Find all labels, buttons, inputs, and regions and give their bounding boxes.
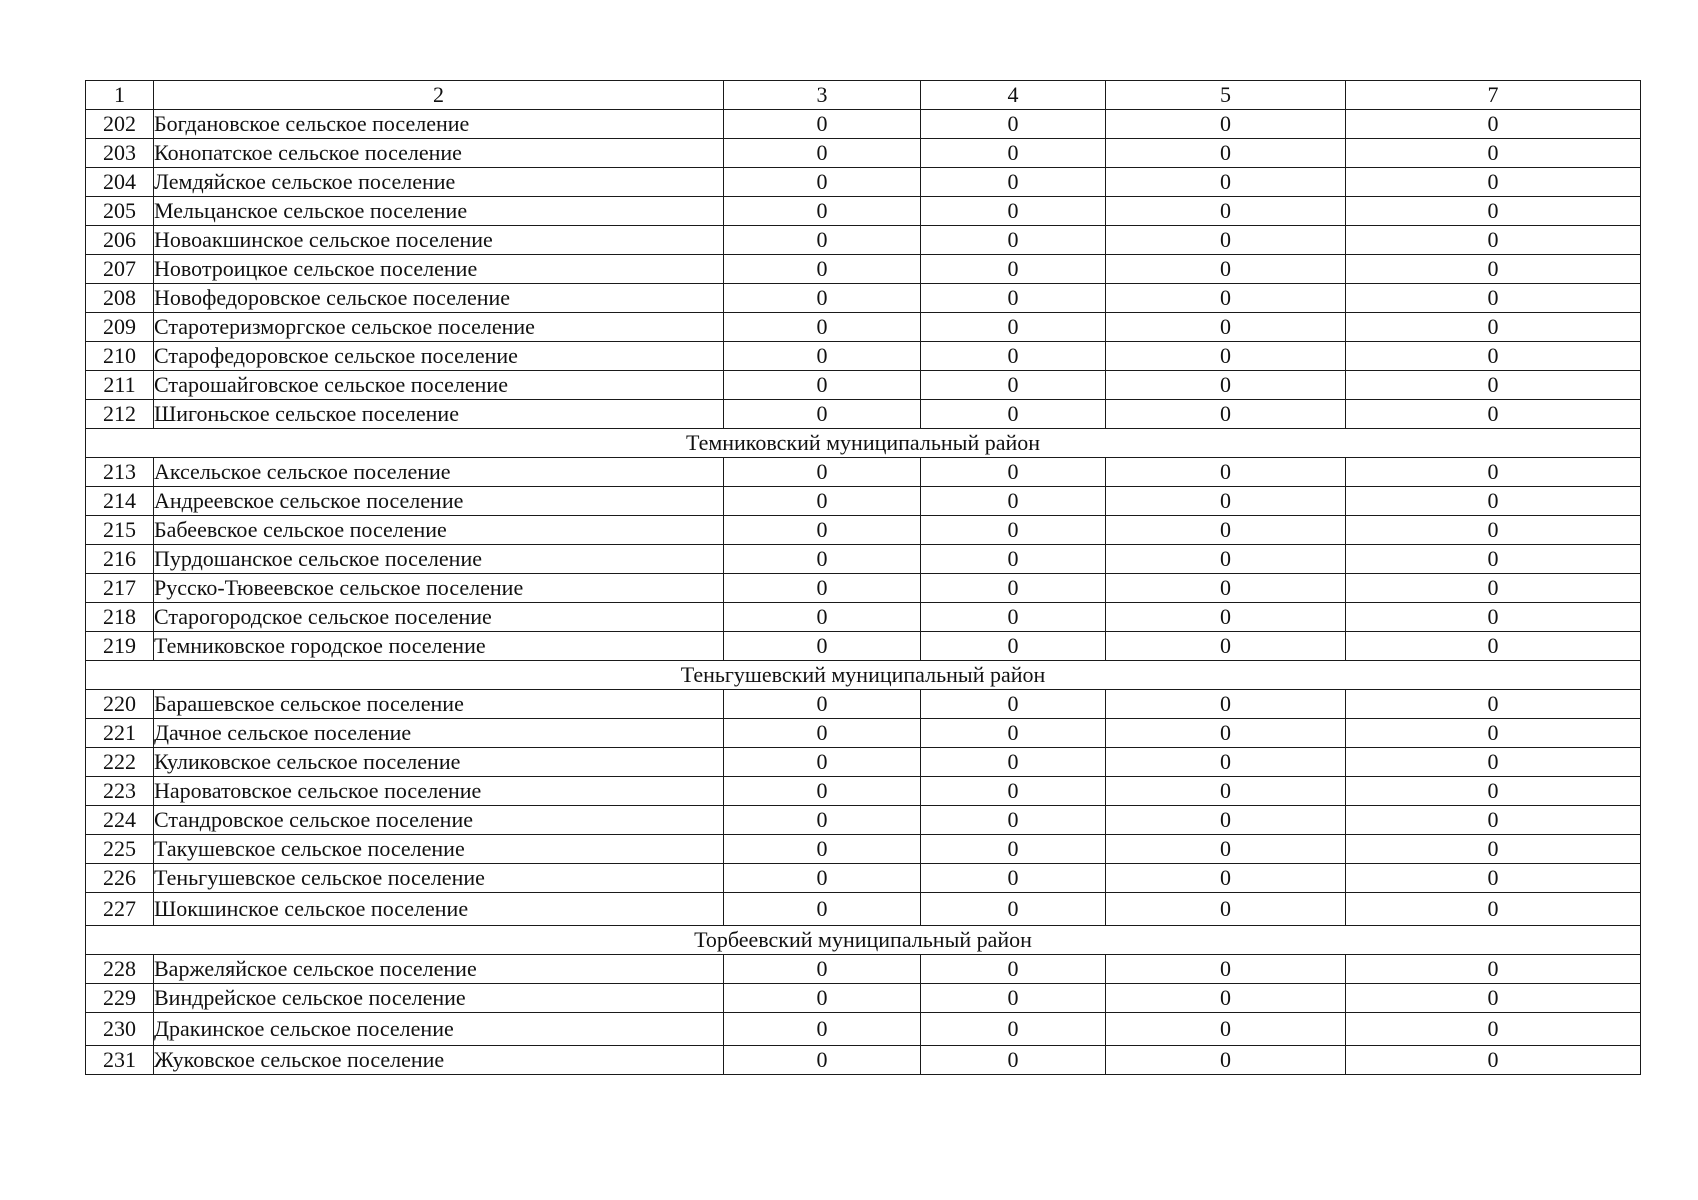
row-number: 205 — [86, 197, 154, 226]
table-row — [86, 371, 1641, 400]
value-cell: 0 — [921, 574, 1106, 603]
table-row — [86, 574, 1641, 603]
value-cell: 0 — [1106, 545, 1346, 574]
value-cell: 0 — [1106, 516, 1346, 545]
row-number: 222 — [86, 748, 154, 777]
value-cell: 0 — [1346, 168, 1641, 197]
value-cell: 0 — [1346, 984, 1641, 1013]
table-row — [86, 690, 1641, 719]
value-cell: 0 — [921, 1046, 1106, 1075]
row-number: 227 — [86, 893, 154, 926]
value-cell: 0 — [724, 313, 921, 342]
row-number: 223 — [86, 777, 154, 806]
value-cell: 0 — [1106, 110, 1346, 139]
value-cell: 0 — [724, 690, 921, 719]
value-cell: 0 — [1346, 806, 1641, 835]
table-row — [86, 806, 1641, 835]
value-cell: 0 — [1106, 603, 1346, 632]
value-cell: 0 — [1346, 632, 1641, 661]
table-row — [86, 168, 1641, 197]
value-cell: 0 — [1346, 284, 1641, 313]
column-header: 4 — [921, 81, 1106, 110]
value-cell: 0 — [921, 864, 1106, 893]
settlement-name: Жуковское сельское поселение — [154, 1046, 724, 1075]
value-cell: 0 — [1346, 864, 1641, 893]
value-cell: 0 — [921, 139, 1106, 168]
value-cell: 0 — [724, 574, 921, 603]
value-cell: 0 — [921, 748, 1106, 777]
value-cell: 0 — [1106, 955, 1346, 984]
table-row — [86, 955, 1641, 984]
district-title: Темниковский муниципальный район — [86, 429, 1641, 458]
table-row — [86, 984, 1641, 1013]
value-cell: 0 — [1106, 226, 1346, 255]
row-number: 214 — [86, 487, 154, 516]
value-cell: 0 — [921, 955, 1106, 984]
table-row — [86, 400, 1641, 429]
value-cell: 0 — [724, 400, 921, 429]
value-cell: 0 — [1106, 574, 1346, 603]
settlement-name: Бабеевское сельское поселение — [154, 516, 724, 545]
value-cell: 0 — [1106, 690, 1346, 719]
row-number: 203 — [86, 139, 154, 168]
row-number: 231 — [86, 1046, 154, 1075]
value-cell: 0 — [1106, 371, 1346, 400]
value-cell: 0 — [921, 197, 1106, 226]
table-row — [86, 284, 1641, 313]
settlement-name: Стандровское сельское поселение — [154, 806, 724, 835]
value-cell: 0 — [1106, 313, 1346, 342]
value-cell: 0 — [1106, 984, 1346, 1013]
value-cell: 0 — [921, 835, 1106, 864]
district-group-row — [86, 429, 1641, 458]
value-cell: 0 — [724, 139, 921, 168]
settlement-name: Нароватовское сельское поселение — [154, 777, 724, 806]
value-cell: 0 — [1346, 690, 1641, 719]
settlement-name: Старофедоровское сельское поселение — [154, 342, 724, 371]
row-number: 208 — [86, 284, 154, 313]
value-cell: 0 — [1346, 835, 1641, 864]
value-cell: 0 — [1106, 197, 1346, 226]
value-cell: 0 — [724, 777, 921, 806]
column-header: 7 — [1346, 81, 1641, 110]
value-cell: 0 — [1106, 400, 1346, 429]
value-cell: 0 — [921, 400, 1106, 429]
value-cell: 0 — [1106, 777, 1346, 806]
value-cell: 0 — [724, 632, 921, 661]
value-cell: 0 — [1346, 197, 1641, 226]
value-cell: 0 — [1346, 893, 1641, 926]
table-row — [86, 1046, 1641, 1075]
value-cell: 0 — [921, 168, 1106, 197]
table-row — [86, 197, 1641, 226]
settlement-name: Барашевское сельское поселение — [154, 690, 724, 719]
value-cell: 0 — [1346, 226, 1641, 255]
value-cell: 0 — [921, 632, 1106, 661]
row-number: 226 — [86, 864, 154, 893]
table-row — [86, 313, 1641, 342]
value-cell: 0 — [1346, 777, 1641, 806]
settlement-name: Русско-Тювеевское сельское поселение — [154, 574, 724, 603]
value-cell: 0 — [921, 284, 1106, 313]
table-row — [86, 748, 1641, 777]
value-cell: 0 — [1346, 955, 1641, 984]
value-cell: 0 — [1106, 487, 1346, 516]
settlement-name: Шигоньское сельское поселение — [154, 400, 724, 429]
row-number: 230 — [86, 1013, 154, 1046]
value-cell: 0 — [1106, 284, 1346, 313]
value-cell: 0 — [1346, 487, 1641, 516]
table-row — [86, 342, 1641, 371]
value-cell: 0 — [921, 458, 1106, 487]
value-cell: 0 — [1346, 110, 1641, 139]
row-number: 212 — [86, 400, 154, 429]
row-number: 228 — [86, 955, 154, 984]
value-cell: 0 — [724, 748, 921, 777]
value-cell: 0 — [724, 1013, 921, 1046]
settlement-name: Темниковское городское поселение — [154, 632, 724, 661]
value-cell: 0 — [724, 603, 921, 632]
value-cell: 0 — [921, 603, 1106, 632]
value-cell: 0 — [921, 984, 1106, 1013]
district-title: Теньгушевский муниципальный район — [86, 661, 1641, 690]
value-cell: 0 — [921, 690, 1106, 719]
settlement-name: Виндрейское сельское поселение — [154, 984, 724, 1013]
value-cell: 0 — [921, 1013, 1106, 1046]
row-number: 206 — [86, 226, 154, 255]
column-header: 1 — [86, 81, 154, 110]
table-row — [86, 893, 1641, 926]
value-cell: 0 — [724, 864, 921, 893]
district-group-row — [86, 926, 1641, 955]
row-number: 213 — [86, 458, 154, 487]
value-cell: 0 — [724, 719, 921, 748]
value-cell: 0 — [1346, 545, 1641, 574]
value-cell: 0 — [724, 371, 921, 400]
value-cell: 0 — [1346, 516, 1641, 545]
settlement-name: Мельцанское сельское поселение — [154, 197, 724, 226]
row-number: 216 — [86, 545, 154, 574]
value-cell: 0 — [1106, 835, 1346, 864]
value-cell: 0 — [921, 342, 1106, 371]
settlement-name: Варжеляйское сельское поселение — [154, 955, 724, 984]
value-cell: 0 — [724, 284, 921, 313]
value-cell: 0 — [921, 313, 1106, 342]
value-cell: 0 — [1346, 719, 1641, 748]
table-row — [86, 835, 1641, 864]
table-row — [86, 226, 1641, 255]
value-cell: 0 — [921, 719, 1106, 748]
value-cell: 0 — [921, 545, 1106, 574]
value-cell: 0 — [921, 487, 1106, 516]
settlement-name: Куликовское сельское поселение — [154, 748, 724, 777]
value-cell: 0 — [921, 806, 1106, 835]
settlements-table — [85, 80, 1641, 1075]
value-cell: 0 — [724, 893, 921, 926]
table-row — [86, 1013, 1641, 1046]
value-cell: 0 — [724, 545, 921, 574]
value-cell: 0 — [1346, 1013, 1641, 1046]
value-cell: 0 — [1106, 632, 1346, 661]
value-cell: 0 — [724, 168, 921, 197]
settlement-name: Пурдошанское сельское поселение — [154, 545, 724, 574]
settlement-name: Новоакшинское сельское поселение — [154, 226, 724, 255]
value-cell: 0 — [1106, 864, 1346, 893]
document-sheet — [85, 80, 1640, 1075]
row-number: 217 — [86, 574, 154, 603]
row-number: 207 — [86, 255, 154, 284]
value-cell: 0 — [1346, 342, 1641, 371]
value-cell: 0 — [1346, 1046, 1641, 1075]
settlement-name: Аксельское сельское поселение — [154, 458, 724, 487]
settlement-name: Андреевское сельское поселение — [154, 487, 724, 516]
value-cell: 0 — [1106, 255, 1346, 284]
value-cell: 0 — [724, 1046, 921, 1075]
table-row — [86, 487, 1641, 516]
row-number: 220 — [86, 690, 154, 719]
row-number: 229 — [86, 984, 154, 1013]
table-row — [86, 255, 1641, 284]
row-number: 219 — [86, 632, 154, 661]
value-cell: 0 — [724, 458, 921, 487]
value-cell: 0 — [921, 226, 1106, 255]
value-cell: 0 — [921, 777, 1106, 806]
value-cell: 0 — [921, 371, 1106, 400]
row-number: 204 — [86, 168, 154, 197]
table-row — [86, 777, 1641, 806]
value-cell: 0 — [1106, 168, 1346, 197]
table-row — [86, 458, 1641, 487]
district-group-row — [86, 661, 1641, 690]
value-cell: 0 — [921, 516, 1106, 545]
value-cell: 0 — [1346, 139, 1641, 168]
value-cell: 0 — [1346, 458, 1641, 487]
settlement-name: Богдановское сельское поселение — [154, 110, 724, 139]
settlement-name: Дачное сельское поселение — [154, 719, 724, 748]
value-cell: 0 — [1346, 313, 1641, 342]
row-number: 221 — [86, 719, 154, 748]
value-cell: 0 — [1346, 400, 1641, 429]
value-cell: 0 — [1106, 893, 1346, 926]
table-row — [86, 139, 1641, 168]
value-cell: 0 — [921, 255, 1106, 284]
column-header: 3 — [724, 81, 921, 110]
settlement-name: Теньгушевское сельское поселение — [154, 864, 724, 893]
value-cell: 0 — [724, 984, 921, 1013]
row-number: 224 — [86, 806, 154, 835]
value-cell: 0 — [1106, 806, 1346, 835]
value-cell: 0 — [1346, 255, 1641, 284]
row-number: 210 — [86, 342, 154, 371]
value-cell: 0 — [724, 255, 921, 284]
column-number-row — [86, 81, 1641, 110]
value-cell: 0 — [921, 110, 1106, 139]
value-cell: 0 — [1346, 603, 1641, 632]
settlement-name: Новотроицкое сельское поселение — [154, 255, 724, 284]
row-number: 211 — [86, 371, 154, 400]
value-cell: 0 — [1106, 342, 1346, 371]
value-cell: 0 — [724, 806, 921, 835]
value-cell: 0 — [724, 835, 921, 864]
settlement-name: Конопатское сельское поселение — [154, 139, 724, 168]
settlement-name: Шокшинское сельское поселение — [154, 893, 724, 926]
value-cell: 0 — [724, 110, 921, 139]
value-cell: 0 — [1106, 1013, 1346, 1046]
row-number: 215 — [86, 516, 154, 545]
settlement-name: Дракинское сельское поселение — [154, 1013, 724, 1046]
row-number: 209 — [86, 313, 154, 342]
value-cell: 0 — [724, 955, 921, 984]
district-title: Торбеевский муниципальный район — [86, 926, 1641, 955]
table-row — [86, 545, 1641, 574]
settlement-name: Старотеризморгское сельское поселение — [154, 313, 724, 342]
value-cell: 0 — [921, 893, 1106, 926]
value-cell: 0 — [1106, 1046, 1346, 1075]
table-row — [86, 603, 1641, 632]
value-cell: 0 — [1346, 574, 1641, 603]
table-body — [86, 81, 1641, 1075]
table-row — [86, 632, 1641, 661]
column-header: 2 — [154, 81, 724, 110]
value-cell: 0 — [1106, 748, 1346, 777]
settlement-name: Лемдяйское сельское поселение — [154, 168, 724, 197]
table-row — [86, 110, 1641, 139]
value-cell: 0 — [724, 516, 921, 545]
settlement-name: Новофедоровское сельское поселение — [154, 284, 724, 313]
table-row — [86, 864, 1641, 893]
value-cell: 0 — [724, 197, 921, 226]
value-cell: 0 — [1106, 458, 1346, 487]
row-number: 202 — [86, 110, 154, 139]
value-cell: 0 — [1106, 719, 1346, 748]
value-cell: 0 — [1106, 139, 1346, 168]
value-cell: 0 — [1346, 371, 1641, 400]
value-cell: 0 — [724, 226, 921, 255]
row-number: 218 — [86, 603, 154, 632]
value-cell: 0 — [724, 342, 921, 371]
settlement-name: Старошайговское сельское поселение — [154, 371, 724, 400]
row-number: 225 — [86, 835, 154, 864]
value-cell: 0 — [724, 487, 921, 516]
settlement-name: Старогородское сельское поселение — [154, 603, 724, 632]
table-row — [86, 516, 1641, 545]
table-row — [86, 719, 1641, 748]
settlement-name: Такушевское сельское поселение — [154, 835, 724, 864]
value-cell: 0 — [1346, 748, 1641, 777]
column-header: 5 — [1106, 81, 1346, 110]
